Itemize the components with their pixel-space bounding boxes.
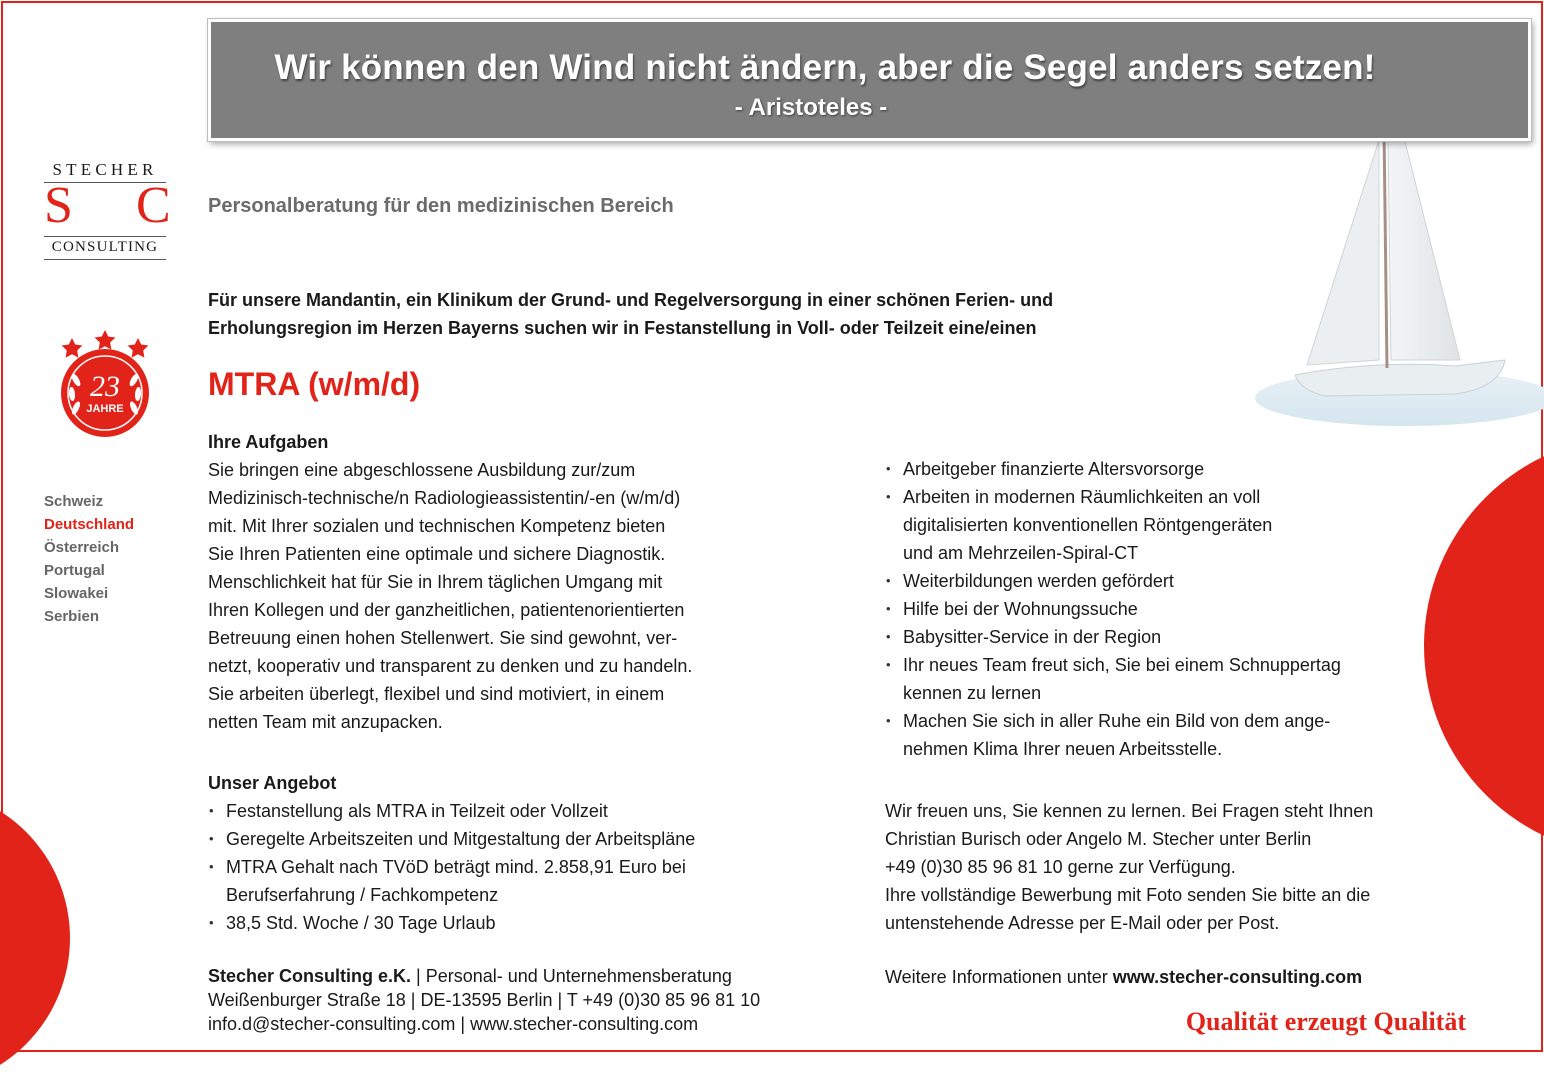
intro-line: Für unsere Mandantin, ein Klinikum der Grund- und Regelversorgung in einer schönen Ferien- und <box>208 290 1054 310</box>
benefits-section <box>885 455 1445 763</box>
logo-wordmark-bottom: CONSULTING <box>44 236 166 260</box>
list-item: • Geregelte Arbeitszeiten und Mitgestaltung der Arbeitspläne <box>208 825 848 853</box>
benefits-list <box>885 455 1445 763</box>
logo-wordmark-top: STECHER <box>44 160 166 183</box>
nav-item-deutschland[interactable]: Deutschland <box>44 516 135 533</box>
nav-item-oesterreich[interactable]: Österreich <box>44 539 120 556</box>
tasks-text: Sie bringen eine abgeschlossene Ausbildung zur/zum Medizinisch-technische/n Radiologieassistentin/-en (w/m/d) mit. Mit Ihrer sozialen und technischen Kompetenz bieten Sie Ihren Patienten eine optimale und sichere Diagnostik. Menschlichkeit hat für Sie in Ihrem täglichen Umgang mit Ihren Kollegen und der ganzheitlichen, patientenorientierten Betreuung einen hohen Stellenwert. Sie sind gewohnt, ver- netzt, kooperativ und transparent zu denken und zu handeln. Sie arbeiten überlegt, flexibel und sind motiviert, in einem netten Team mit anzupacken. <box>208 460 693 732</box>
badge-number: 23 <box>90 370 120 403</box>
company-logo[interactable] <box>44 160 171 260</box>
offer-heading: Unser Angebot <box>208 773 337 793</box>
more-info <box>885 963 1362 991</box>
footer-email-web[interactable]: info.d@stecher-consulting.com | www.stecher-consulting.com <box>208 1014 699 1034</box>
footer-address: Weißenburger Straße 18 | DE-13595 Berlin | T +49 (0)30 85 96 81 10 <box>208 990 761 1010</box>
nav-item-slowakei[interactable]: Slowakei <box>44 585 109 602</box>
logo-letter-c: C <box>136 177 171 234</box>
page-subtitle: Personalberatung für den medizinischen Bereich <box>208 195 674 217</box>
list-item: • Machen Sie sich in aller Ruhe ein Bild von dem ange- nehmen Klima Ihrer neuen Arbeitsstelle. <box>885 707 1445 763</box>
list-item: • Arbeitgeber finanzierte Altersvorsorge <box>885 455 1445 483</box>
country-nav <box>44 490 134 628</box>
quote-author: - Aristoteles - <box>734 94 888 121</box>
intro-text <box>208 286 1218 342</box>
list-item: • Ihr neues Team freut sich, Sie bei einem Schnuppertag kennen zu lernen <box>885 651 1445 707</box>
company-footer <box>208 964 760 1036</box>
badge-label: JAHRE <box>86 403 124 415</box>
tasks-heading: Ihre Aufgaben <box>208 432 329 452</box>
offer-list <box>208 797 848 937</box>
quote-banner <box>208 19 1531 141</box>
nav-item-portugal[interactable]: Portugal <box>44 562 105 579</box>
nav-item-schweiz[interactable]: Schweiz <box>44 493 104 510</box>
job-title: MTRA (w/m/d) <box>208 366 421 402</box>
list-item: • Arbeiten in modernen Räumlichkeiten an voll digitalisierten konventionellen Röntgengeräten und am Mehrzeilen-Spiral-CT <box>885 483 1445 567</box>
website-link[interactable]: www.stecher-consulting.com <box>1112 967 1363 987</box>
list-item: • 38,5 Std. Woche / 30 Tage Urlaub <box>208 909 848 937</box>
quality-claim: Qualität erzeugt Qualität <box>1185 1007 1466 1036</box>
anniversary-badge <box>50 330 160 442</box>
footer-company-tagline: | Personal- und Unternehmensberatung <box>411 966 732 986</box>
contact-text: Wir freuen uns, Sie kennen zu lernen. Bei Fragen steht Ihnen Christian Burisch oder Angelo M. Stecher unter Berlin +49 (0)30 85 96 81 10 gerne zur Verfügung. Ihre vollständige Bewerbung mit Foto senden Sie bitte an die untenstehende Adresse per E-Mail oder per Post. <box>885 801 1374 933</box>
nav-item-serbien[interactable]: Serbien <box>44 608 100 625</box>
list-item: • MTRA Gehalt nach TVöD beträgt mind. 2.858,91 Euro bei Berufserfahrung / Fachkompetenz <box>208 853 848 909</box>
intro-line: Erholungsregion im Herzen Bayerns suchen wir in Festanstellung in Voll- oder Teilzeit eine/einen <box>208 318 1037 338</box>
list-item: • Weiterbildungen werden gefördert <box>885 567 1445 595</box>
offer-section <box>208 769 848 937</box>
tasks-section <box>208 428 798 736</box>
list-item: • Babysitter-Service in der Region <box>885 623 1445 651</box>
quote-text: Wir können den Wind nicht ändern, aber die Segel anders setzen! <box>274 48 1376 87</box>
logo-letter-s: S <box>44 177 73 234</box>
list-item: • Hilfe bei der Wohnungssuche <box>885 595 1445 623</box>
more-info-label: Weitere Informationen unter <box>885 967 1113 987</box>
list-item: • Festanstellung als MTRA in Teilzeit oder Vollzeit <box>208 797 848 825</box>
footer-company-name: Stecher Consulting e.K. <box>208 966 412 986</box>
